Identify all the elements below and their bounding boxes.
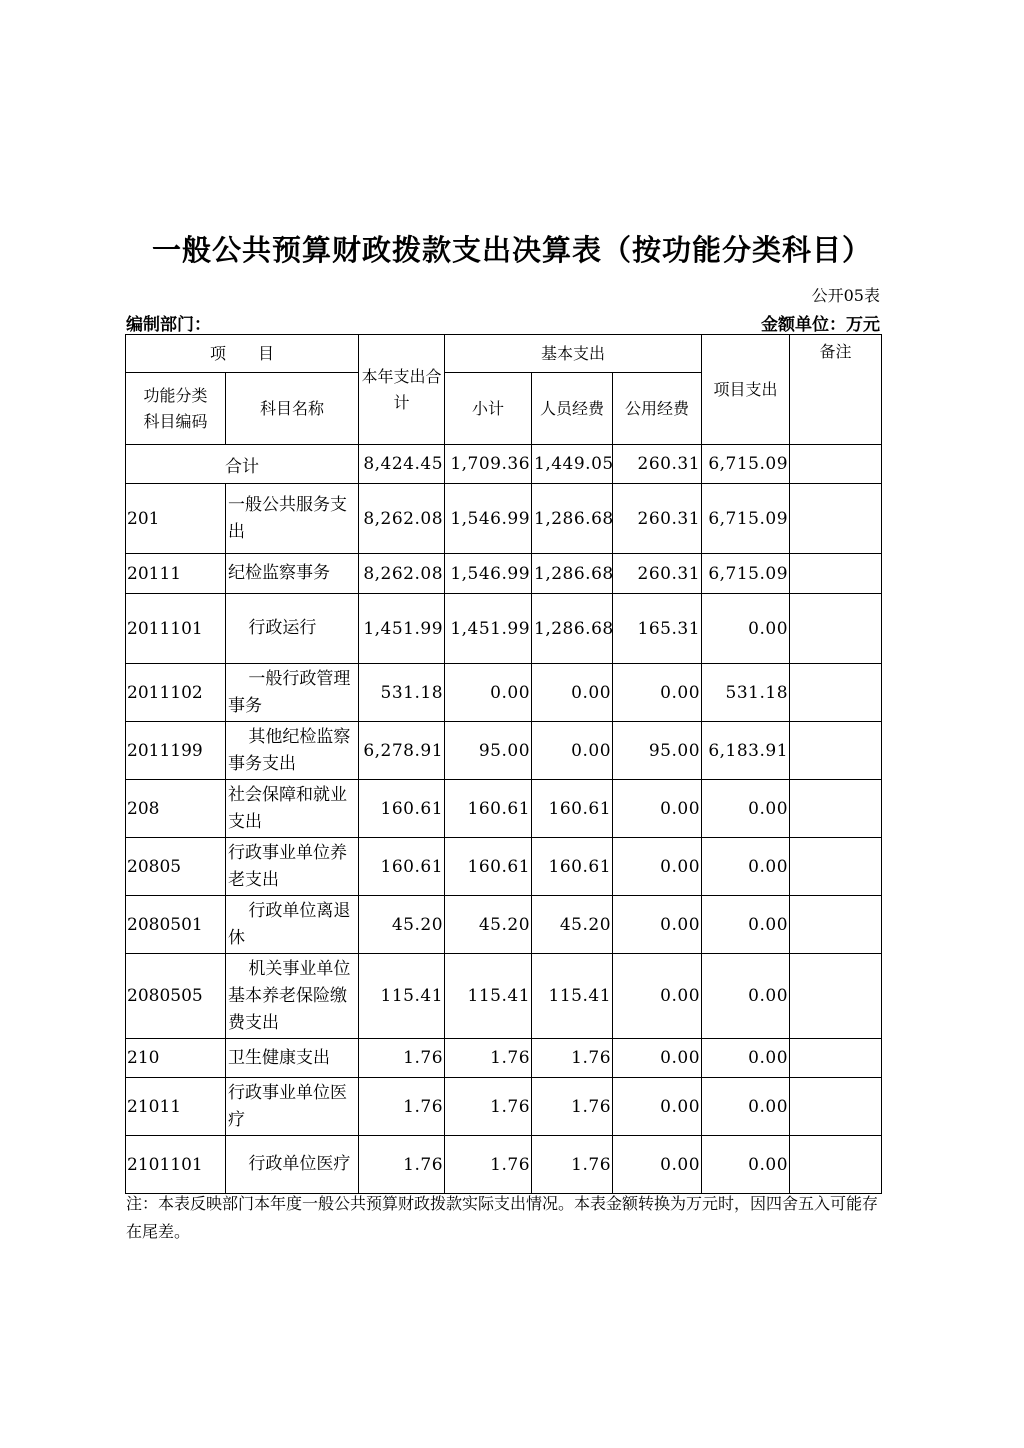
header-code: 功能分类科目编码 (126, 373, 226, 445)
cell-project: 0.00 (702, 1136, 790, 1194)
cell-public: 0.00 (613, 954, 702, 1039)
header-personnel: 人员经费 (532, 373, 613, 445)
table-row (126, 594, 882, 664)
header-item: 项 目 (126, 335, 359, 373)
cell-remark (790, 780, 882, 838)
header-public: 公用经费 (613, 373, 702, 445)
cell-personnel: 1.76 (532, 1078, 613, 1136)
cell-name: 一般行政管理事务 (226, 664, 359, 722)
cell-code: 2011102 (126, 664, 226, 722)
header-remark: 备注 (790, 335, 882, 445)
cell-subtotal: 160.61 (445, 780, 532, 838)
header-basic: 基本支出 (445, 335, 702, 373)
cell-public: 260.31 (613, 484, 702, 554)
cell-project: 0.00 (702, 1078, 790, 1136)
cell-name: 其他纪检监察事务支出 (226, 722, 359, 780)
cell-code: 2080505 (126, 954, 226, 1039)
cell-code: 210 (126, 1039, 226, 1078)
cell-personnel: 160.61 (532, 838, 613, 896)
cell-total: 531.18 (359, 664, 445, 722)
cell-public: 0.00 (613, 838, 702, 896)
cell-remark (790, 484, 882, 554)
cell-remark (790, 722, 882, 780)
cell-remark (790, 838, 882, 896)
cell-name: 卫生健康支出 (226, 1039, 359, 1078)
cell-public: 260.31 (613, 554, 702, 594)
cell-subtotal: 0.00 (445, 664, 532, 722)
cell-personnel: 0.00 (532, 722, 613, 780)
cell-personnel: 1.76 (532, 1136, 613, 1194)
cell-total: 160.61 (359, 838, 445, 896)
table-row (126, 954, 882, 1039)
cell-code: 20111 (126, 554, 226, 594)
cell-remark (790, 554, 882, 594)
cell-subtotal: 1,546.99 (445, 484, 532, 554)
table-row (126, 1136, 882, 1194)
cell-personnel: 1,449.05 (532, 445, 613, 484)
table-row (126, 722, 882, 780)
cell-total: 1,451.99 (359, 594, 445, 664)
form-number: 公开05表 (811, 286, 880, 305)
header-subtotal: 小计 (445, 373, 532, 445)
cell-remark (790, 1039, 882, 1078)
cell-public: 0.00 (613, 896, 702, 954)
total-label: 合计 (126, 445, 359, 484)
cell-subtotal: 115.41 (445, 954, 532, 1039)
cell-remark (790, 1136, 882, 1194)
cell-personnel: 160.61 (532, 780, 613, 838)
cell-public: 0.00 (613, 1078, 702, 1136)
expenditure-table (125, 334, 882, 1194)
cell-total: 160.61 (359, 780, 445, 838)
cell-total: 6,278.91 (359, 722, 445, 780)
cell-code: 2011199 (126, 722, 226, 780)
cell-name: 行政事业单位养老支出 (226, 838, 359, 896)
cell-name: 行政运行 (226, 594, 359, 664)
cell-code: 2080501 (126, 896, 226, 954)
cell-project: 0.00 (702, 954, 790, 1039)
cell-code: 20805 (126, 838, 226, 896)
cell-total: 1.76 (359, 1136, 445, 1194)
cell-subtotal: 45.20 (445, 896, 532, 954)
cell-public: 0.00 (613, 780, 702, 838)
cell-remark (790, 664, 882, 722)
cell-remark (790, 896, 882, 954)
cell-total: 1.76 (359, 1039, 445, 1078)
cell-personnel: 1.76 (532, 1039, 613, 1078)
cell-total: 115.41 (359, 954, 445, 1039)
cell-project: 6,715.09 (702, 445, 790, 484)
cell-personnel: 1,286.68 (532, 594, 613, 664)
table-row (126, 838, 882, 896)
cell-name: 纪检监察事务 (226, 554, 359, 594)
cell-project: 0.00 (702, 1039, 790, 1078)
cell-project: 6,715.09 (702, 554, 790, 594)
cell-personnel: 1,286.68 (532, 554, 613, 594)
cell-name: 一般公共服务支出 (226, 484, 359, 554)
cell-subtotal: 1.76 (445, 1078, 532, 1136)
cell-code: 2101101 (126, 1136, 226, 1194)
cell-code: 21011 (126, 1078, 226, 1136)
cell-subtotal: 1,451.99 (445, 594, 532, 664)
department-label: 编制部门： (126, 315, 211, 335)
cell-total: 8,262.08 (359, 554, 445, 594)
cell-remark (790, 445, 882, 484)
cell-project: 0.00 (702, 780, 790, 838)
cell-name: 行政单位离退休 (226, 896, 359, 954)
header-total: 本年支出合计 (359, 335, 445, 445)
cell-personnel: 115.41 (532, 954, 613, 1039)
cell-personnel: 1,286.68 (532, 484, 613, 554)
cell-subtotal: 160.61 (445, 838, 532, 896)
cell-remark (790, 594, 882, 664)
footnote: 注：本表反映部门本年度一般公共预算财政拨款实际支出情况。本表金额转换为万元时，因四舍五入可能存在尾差。 (126, 1194, 879, 1241)
cell-subtotal: 1,546.99 (445, 554, 532, 594)
cell-remark (790, 1078, 882, 1136)
cell-code: 201 (126, 484, 226, 554)
table-row (126, 1078, 882, 1136)
cell-project: 0.00 (702, 896, 790, 954)
cell-project: 0.00 (702, 838, 790, 896)
cell-name: 机关事业单位基本养老保险缴费支出 (226, 954, 359, 1039)
unit-label: 金额单位：万元 (761, 315, 880, 335)
cell-code: 208 (126, 780, 226, 838)
cell-project: 531.18 (702, 664, 790, 722)
cell-public: 260.31 (613, 445, 702, 484)
table-row (126, 896, 882, 954)
cell-total: 1.76 (359, 1078, 445, 1136)
cell-name: 社会保障和就业支出 (226, 780, 359, 838)
cell-subtotal: 1,709.36 (445, 445, 532, 484)
cell-name: 行政事业单位医疗 (226, 1078, 359, 1136)
cell-total: 8,262.08 (359, 484, 445, 554)
table-row (126, 780, 882, 838)
cell-subtotal: 1.76 (445, 1039, 532, 1078)
table-row (126, 664, 882, 722)
cell-project: 0.00 (702, 594, 790, 664)
cell-public: 0.00 (613, 1039, 702, 1078)
cell-public: 165.31 (613, 594, 702, 664)
cell-subtotal: 1.76 (445, 1136, 532, 1194)
cell-public: 0.00 (613, 1136, 702, 1194)
cell-public: 0.00 (613, 664, 702, 722)
header-name: 科目名称 (226, 373, 359, 445)
table-row (126, 554, 882, 594)
table-row-total (126, 445, 882, 484)
header-project: 项目支出 (702, 335, 790, 445)
cell-personnel: 45.20 (532, 896, 613, 954)
cell-project: 6,183.91 (702, 722, 790, 780)
cell-total: 8,424.45 (359, 445, 445, 484)
table-row (126, 484, 882, 554)
cell-remark (790, 954, 882, 1039)
cell-subtotal: 95.00 (445, 722, 532, 780)
cell-public: 95.00 (613, 722, 702, 780)
cell-code: 2011101 (126, 594, 226, 664)
cell-personnel: 0.00 (532, 664, 613, 722)
cell-project: 6,715.09 (702, 484, 790, 554)
cell-total: 45.20 (359, 896, 445, 954)
page-title: 一般公共预算财政拨款支出决算表（按功能分类科目） (151, 233, 872, 267)
table-row (126, 1039, 882, 1078)
cell-name: 行政单位医疗 (226, 1136, 359, 1194)
